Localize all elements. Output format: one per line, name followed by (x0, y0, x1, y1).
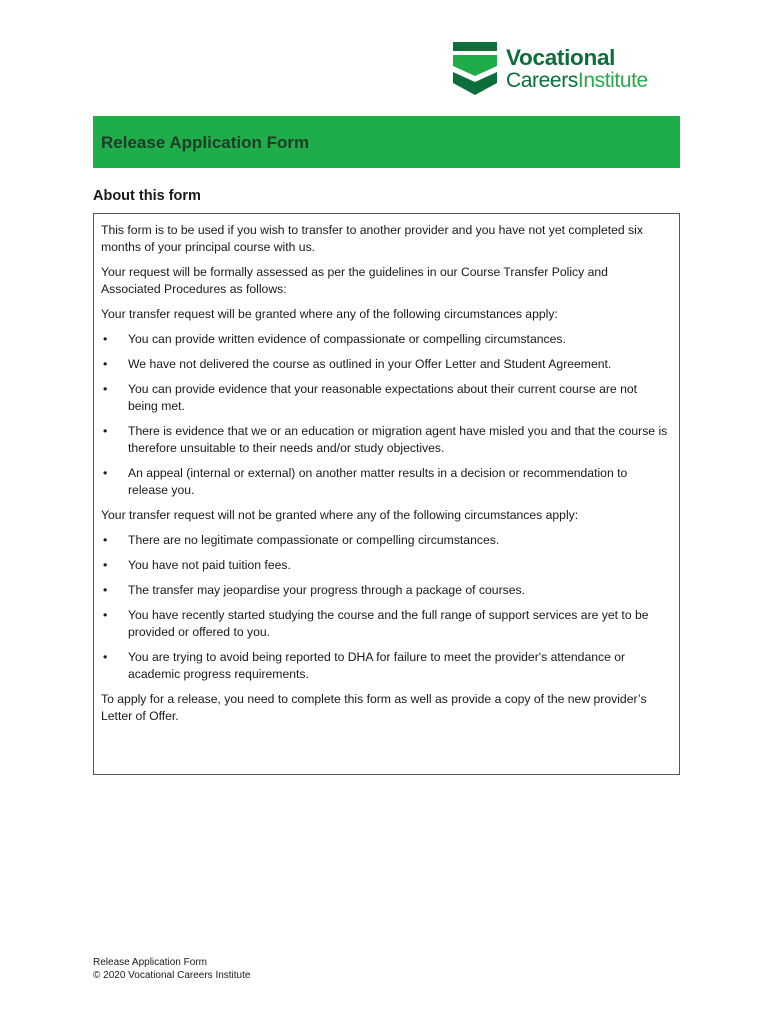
list-item-text: You have recently started studying the course and the full range of support services are yet to be provided or offered to you. (128, 608, 649, 639)
not-granted-list (101, 532, 669, 683)
bullet-icon: • (103, 608, 108, 622)
assessment-paragraph: Your request will be formally assessed as per the guidelines in our Course Transfer Policy and Associated Procedures as follows: (101, 265, 608, 296)
granted-list (101, 331, 669, 499)
list-item-text: There are no legitimate compassionate or compelling circumstances. (128, 533, 500, 547)
list-item (101, 607, 669, 641)
bullet-icon: • (103, 650, 108, 664)
bullet-icon: • (103, 533, 108, 547)
bullet-icon: • (103, 466, 108, 480)
intro-paragraph: This form is to be used if you wish to transfer to another provider and you have not yet completed six months of your principal course with us. (101, 223, 643, 254)
list-item-text: You have not paid tuition fees. (128, 558, 291, 572)
bullet-icon: • (103, 424, 108, 438)
about-form-content (101, 222, 669, 733)
page-footer (93, 956, 250, 982)
list-item (101, 356, 669, 373)
bullet-icon: • (103, 357, 108, 371)
list-item (101, 557, 669, 574)
page-title: Release Application Form (101, 133, 310, 152)
list-item (101, 532, 669, 549)
title-banner (93, 116, 680, 168)
list-item-text: You are trying to avoid being reported to DHA for failure to meet the provider's attendance or academic progress requirements. (128, 650, 626, 681)
footer-document-title: Release Application Form (93, 957, 207, 968)
list-item-text: You can provide evidence that your reasonable expectations about their current course are not being met. (128, 382, 638, 413)
shield-chevron-icon (452, 42, 500, 96)
list-item (101, 649, 669, 683)
list-item-text: An appeal (internal or external) on another matter results in a decision or recommendation to release you. (128, 466, 628, 497)
about-form-box (93, 213, 680, 775)
list-item (101, 381, 669, 415)
bullet-icon: • (103, 583, 108, 597)
brand-name-line1: Vocational (506, 45, 616, 70)
list-item-text: We have not delivered the course as outlined in your Offer Letter and Student Agreement. (128, 357, 612, 371)
bullet-icon: • (103, 332, 108, 346)
list-item (101, 465, 669, 499)
closing-paragraph: To apply for a release, you need to complete this form as well as provide a copy of the new provider’s Letter of Offer. (101, 692, 647, 723)
list-item-text: There is evidence that we or an education or migration agent have misled you and that the course is therefore unsuitable to their needs and/or study objectives. (128, 424, 668, 455)
brand-name-institute: Institute (577, 69, 648, 92)
bullet-icon: • (103, 558, 108, 572)
list-item-text: The transfer may jeopardise your progress through a package of courses. (128, 583, 525, 597)
list-item (101, 331, 669, 348)
list-item (101, 423, 669, 457)
brand-logo (452, 42, 692, 98)
footer-copyright: © 2020 Vocational Careers Institute (93, 970, 251, 981)
granted-lead: Your transfer request will be granted where any of the following circumstances apply: (101, 307, 558, 321)
not-granted-lead: Your transfer request will not be granted where any of the following circumstances apply: (101, 508, 579, 522)
brand-name-careers: Careers (506, 69, 578, 92)
bullet-icon: • (103, 382, 108, 396)
brand-name-line2 (506, 69, 648, 93)
section-heading: About this form (93, 188, 201, 204)
list-item (101, 582, 669, 599)
list-item-text: You can provide written evidence of compassionate or compelling circumstances. (128, 332, 566, 346)
